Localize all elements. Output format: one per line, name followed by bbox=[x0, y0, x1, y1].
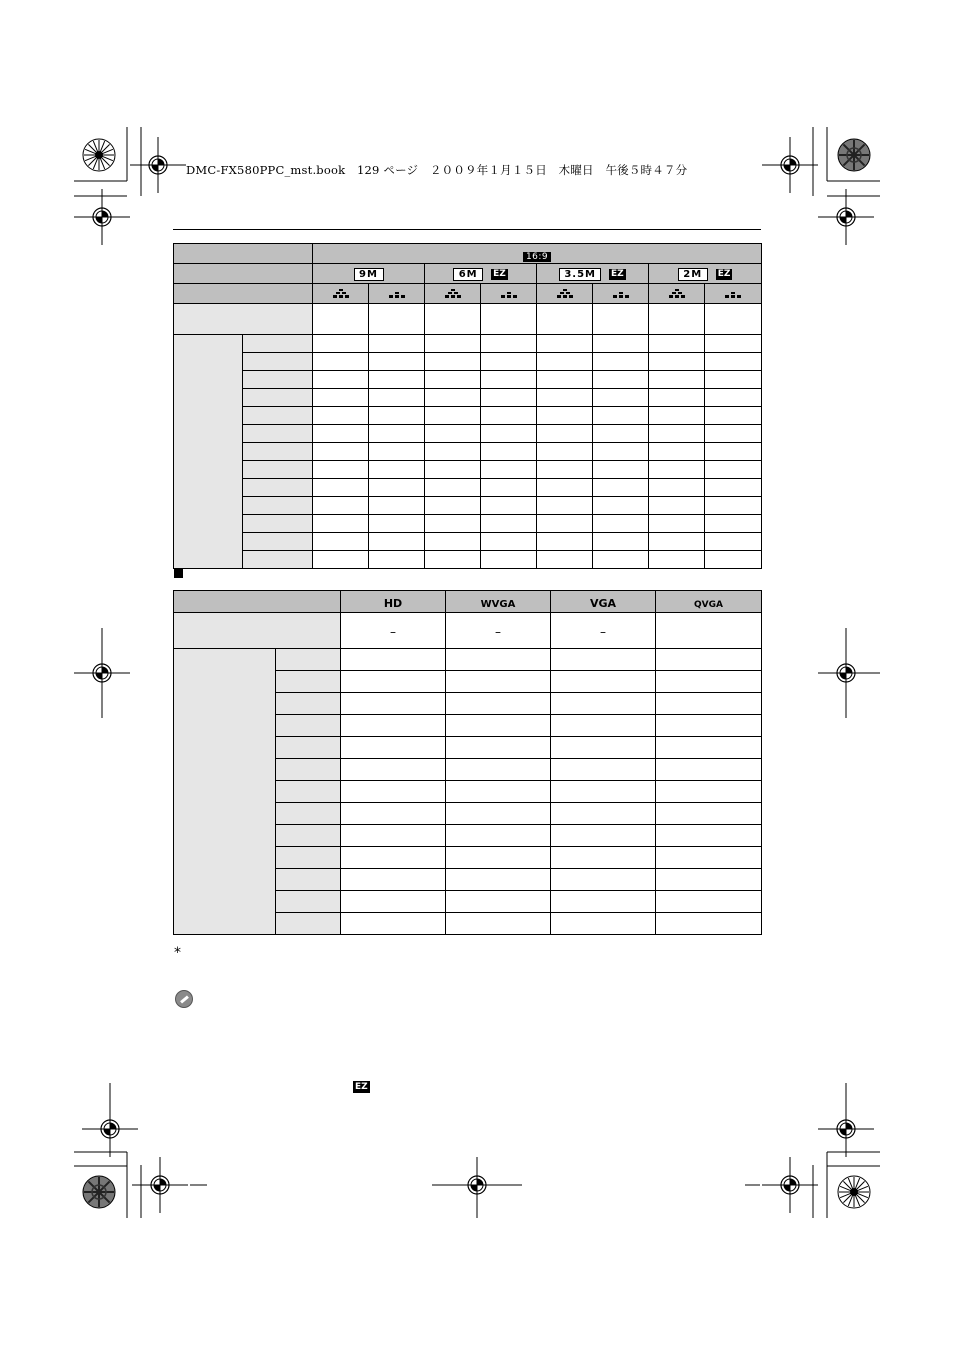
footnote-mark: * bbox=[174, 945, 181, 961]
size-col-3-5m bbox=[537, 264, 649, 284]
quality-standard-icon bbox=[481, 284, 537, 304]
picture-size-icon: 2M bbox=[678, 268, 708, 281]
table-row bbox=[174, 515, 762, 533]
mode-col-hd: HD bbox=[341, 591, 446, 613]
quality-row bbox=[174, 284, 762, 304]
mode-col-vga: VGA bbox=[551, 591, 656, 613]
extended-zoom-icon: EZ bbox=[355, 1082, 368, 1092]
still-picture-capacity-table bbox=[173, 243, 762, 569]
group-label-cell bbox=[174, 649, 276, 935]
table-row bbox=[174, 649, 762, 671]
extended-zoom-icon: EZ bbox=[610, 269, 624, 279]
size-col-6m bbox=[425, 264, 537, 284]
picture-size-icon: 9M bbox=[354, 268, 384, 281]
table-row bbox=[174, 335, 762, 353]
table-row bbox=[174, 461, 762, 479]
table-row bbox=[174, 389, 762, 407]
section-bullet bbox=[174, 569, 183, 578]
aspect-ratio-badge: 16:9 bbox=[523, 252, 551, 262]
table-row bbox=[174, 371, 762, 389]
picture-size-header-label bbox=[174, 264, 313, 284]
picture-size-icon: 3.5M bbox=[559, 268, 601, 281]
quality-header-label bbox=[174, 284, 313, 304]
table-row bbox=[174, 533, 762, 551]
size-col-9m bbox=[313, 264, 425, 284]
aspect-header bbox=[313, 244, 762, 264]
mode-col-qvga: QVGA bbox=[656, 591, 762, 613]
table-row bbox=[174, 497, 762, 515]
extended-zoom-icon: EZ bbox=[493, 269, 506, 279]
quality-standard-icon bbox=[593, 284, 649, 304]
mode-header-label bbox=[174, 591, 341, 613]
motion-picture-capacity-table bbox=[173, 590, 762, 935]
mode-col-wvga: WVGA bbox=[446, 591, 551, 613]
table-row bbox=[174, 551, 762, 569]
row-label-cell bbox=[174, 613, 341, 649]
quality-fine-icon bbox=[537, 284, 593, 304]
table-row bbox=[174, 443, 762, 461]
quality-fine-icon bbox=[649, 284, 705, 304]
extended-zoom-icon: EZ bbox=[717, 269, 731, 279]
aspect-header-label bbox=[174, 244, 313, 264]
table-row bbox=[174, 425, 762, 443]
quality-standard-icon bbox=[369, 284, 425, 304]
size-col-2m bbox=[649, 264, 762, 284]
table-row bbox=[174, 407, 762, 425]
group-label-cell bbox=[174, 335, 243, 569]
table-row bbox=[174, 304, 762, 335]
table-row bbox=[174, 479, 762, 497]
picture-size-icon: 6M bbox=[453, 268, 483, 281]
memo-pencil-icon bbox=[175, 990, 193, 1008]
table-row: – – – bbox=[174, 613, 762, 649]
table-row bbox=[174, 353, 762, 371]
quality-standard-icon bbox=[705, 284, 762, 304]
print-header: DMC-FX580PPC_mst.book 129 ページ ２００９年１月１５日 木曜日 午後５時４７分 bbox=[186, 163, 688, 177]
quality-fine-icon bbox=[425, 284, 481, 304]
row-label-cell bbox=[174, 304, 313, 335]
quality-fine-icon bbox=[313, 284, 369, 304]
